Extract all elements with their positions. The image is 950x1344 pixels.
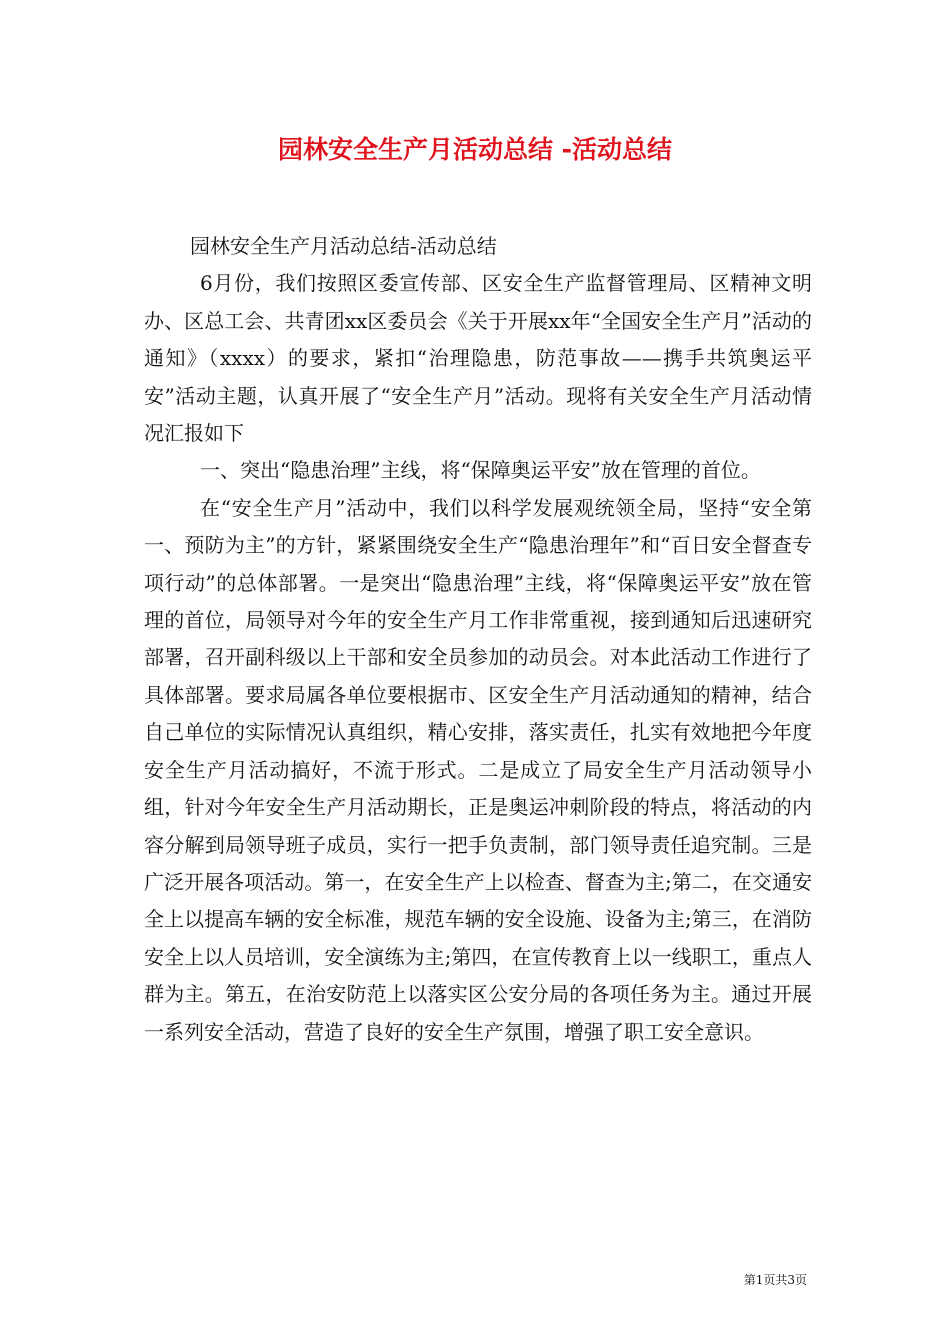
section-heading-paragraph: 一、突出“隐患治理”主线，将“保障奥运平安”放在管理的首位。 — [200, 458, 761, 483]
body-paragraph: 在“安全生产月”活动中，我们以科学发展观统领全局，坚持“安全第一、预防为主”的方针，紧紧围绕安全生产“隐患治理年”和“百日安全督查专项行动”的总体部署。一是突出“隐患治理”主线，将“保障奥运平安”放在管理的首位，局领导对今年的安全生产月工作非常重视，接到通知后迅速研究部署，召开副科级以上干部和安全员参加的动员会。对本此活动工作进行了具体部署。要求局属各单位要根据市、区安全生产月活动通知的精神，结合自己单位的实际情况认真组织，精心安排，落实责任，扎实有效地把今年度安全生产月活动搞好，不流于形式。二是成立了局安全生产月活动领导小组，针对今年安全生产月活动期长，正是奥运冲刺阶段的特点，将活动的内容分解到局领导班子成员，实行一把手负责制，部门领导责任追究制。三是广泛开展各项活动。第一，在安全生产上以检查、督查为主;第二，在交通安全上以提高车辆的安全标准，规范车辆的安全设施、设备为主;第三，在消防安全上以人员培训，安全演练为主;第四，在宣传教育上以一线职工，重点人群为主。第五，在治安防范上以落实区公安分局的各项任务为主。通过开展一系列安全活动，营造了良好的安全生产氛围，增强了职工安全意识。 — [144, 495, 812, 1044]
document-body — [144, 228, 812, 1051]
intro-paragraph: 6月份，我们按照区委宣传部、区安全生产监督管理局、区精神文明办、区总工会、共青团xx区委员会《关于开展xx年“全国安全生产月”活动的通知》（xxxx）的要求，紧扣“治理隐患，防范事故——携手共筑奥运平安”活动主题，认真开展了“安全生产月”活动。现将有关安全生产月活动情况汇报如下 — [144, 271, 812, 446]
page-number: 第1页共3页 — [743, 1273, 807, 1287]
page-title: 园林安全生产月活动总结 -活动总结 — [277, 135, 673, 164]
document-subtitle-paragraph: 园林安全生产月活动总结-活动总结 — [190, 234, 497, 258]
